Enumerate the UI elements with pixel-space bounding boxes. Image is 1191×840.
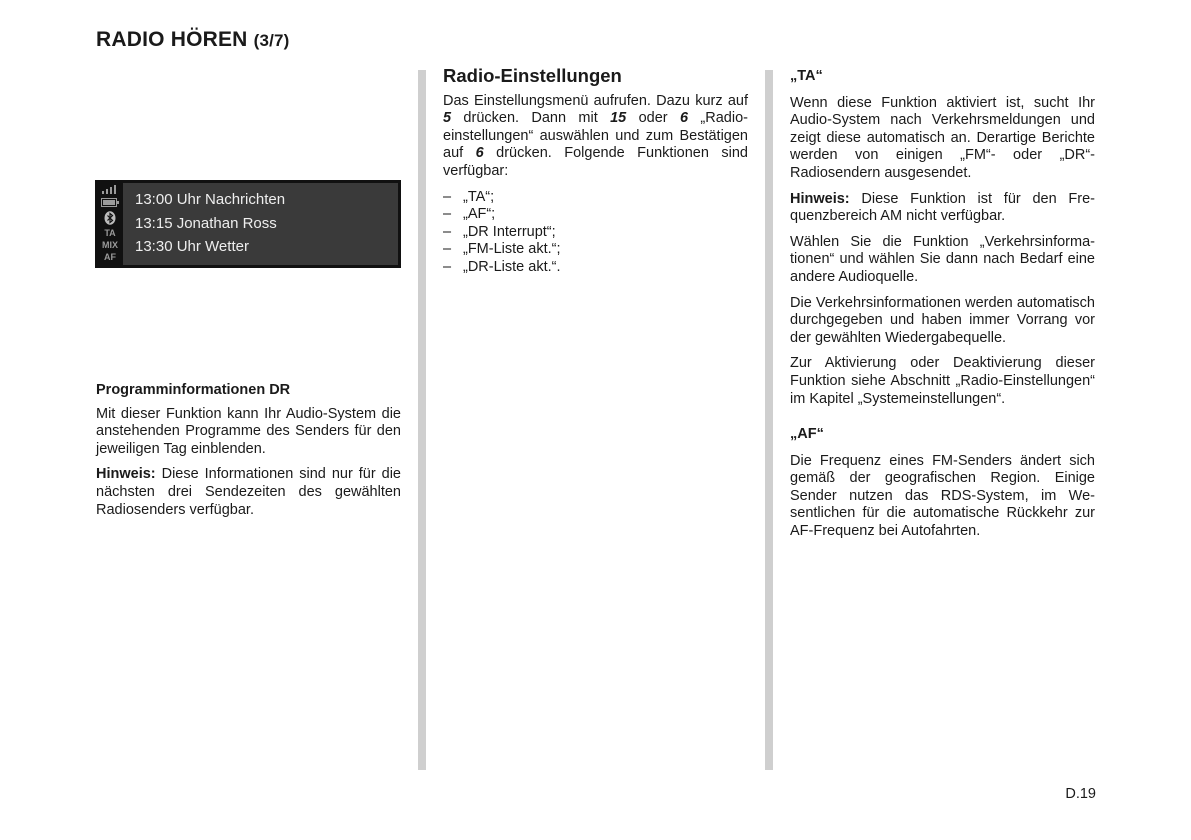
paragraph: Zur Aktivierung oder Deaktivierung dieser Funktion siehe Abschnitt „Radio-Einstellungen“ im Kapitel „Systemeinstellungen“. [790,355,1095,407]
note-paragraph [96,466,401,519]
column-divider-right [765,70,773,770]
section-heading-ta: „TA“ [790,68,823,84]
button-number: 15 [610,110,627,127]
intro-paragraph [443,93,748,181]
text-run: drücken. Dann mit [451,110,611,127]
paragraph: Mit dieser Funktion kann Ihr Audio-System die anstehenden Programme des Senders für den jeweiligen Tag einblenden. [96,405,401,457]
list-item: – „TA“; [443,189,748,207]
function-list [443,189,748,277]
list-item: – „AF“; [443,206,748,224]
ta-indicator: TA [104,228,116,239]
button-number: 6 [679,110,689,127]
mix-indicator: MIX [101,240,118,251]
note-text: Diese Funktion ist für den Frequenzbereich AM nicht verfügbar. [790,190,1095,225]
radio-display [95,180,401,268]
paragraph: Wählen Sie die Funktion „Verkehrsinformationen“ und wählen Sie dann nach Bedarf eine andere Audioquelle. [790,233,1095,285]
paragraph: Wenn diese Funktion aktiviert ist, sucht Ihr Audio-System nach Verkehrsmeldungen und zeigt diese automatisch an. Derartige Berichte werden von einigen „FM“- oder „DR“-Radiosendern ausgesendet. [790,94,1095,181]
text-run: drücken. Folgende Funktionen sind verfügbar: [443,145,748,179]
column-divider-left [418,70,426,770]
button-number: 5 [443,110,452,127]
program-line: 13:00 Uhr Nachrichten [135,191,286,208]
list-item: – „DR Interrupt“; [443,224,748,242]
right-column [790,68,1095,549]
page-number: D.19 [1065,786,1096,802]
note-text: Diese Informationen sind nur für die nächsten drei Sendezeiten des gewählten Radiosenders verfügbar. [96,466,401,518]
text-run: Das Einstellungsmenü aufrufen. Dazu kurz auf [443,92,748,109]
section-heading-radio-settings: Radio-Einstellungen [443,65,622,86]
section-heading-program-info: Programminformationen DR [96,382,291,398]
text-run: oder [626,110,680,127]
note-paragraph [790,191,1095,226]
battery-icon [101,198,119,210]
display-status-icons [98,183,122,265]
list-item: – „DR-Liste akt.“. [443,259,748,277]
list-item: – „FM-Liste akt.“; [443,241,748,259]
middle-column [443,67,748,277]
section-heading-af: „AF“ [790,426,824,443]
display-screen [123,183,398,265]
page-title [96,28,290,52]
page-title-text: RADIO HÖREN [96,28,248,51]
program-line: 13:30 Uhr Wetter [135,238,249,255]
bluetooth-icon [104,211,116,228]
signal-icon [102,185,118,197]
paragraph: Die Verkehrsinformationen werden automatisch durchgegeben und haben immer Vorrang vor der gewählten Wiedergabequelle. [790,294,1095,346]
note-label: Hinweis: [790,190,850,207]
page-title-counter: (3/7) [253,31,290,50]
af-indicator: AF [104,251,116,262]
text-run: „Radioeinstellungen“ auswählen und zum Bestätigen auf [443,110,748,162]
paragraph: Die Frequenz eines FM-Senders ändert sich gemäß der geografischen Region. Einige Sender nutzen das RDS-System, im Wesentlichen für die automatische Rückkehr zur AF-Frequenz bei Autofahrten. [790,452,1095,540]
left-column [96,382,401,527]
note-label: Hinweis: [96,466,156,483]
button-number: 6 [475,145,484,162]
program-line: 13:15 Jonathan Ross [135,214,277,232]
